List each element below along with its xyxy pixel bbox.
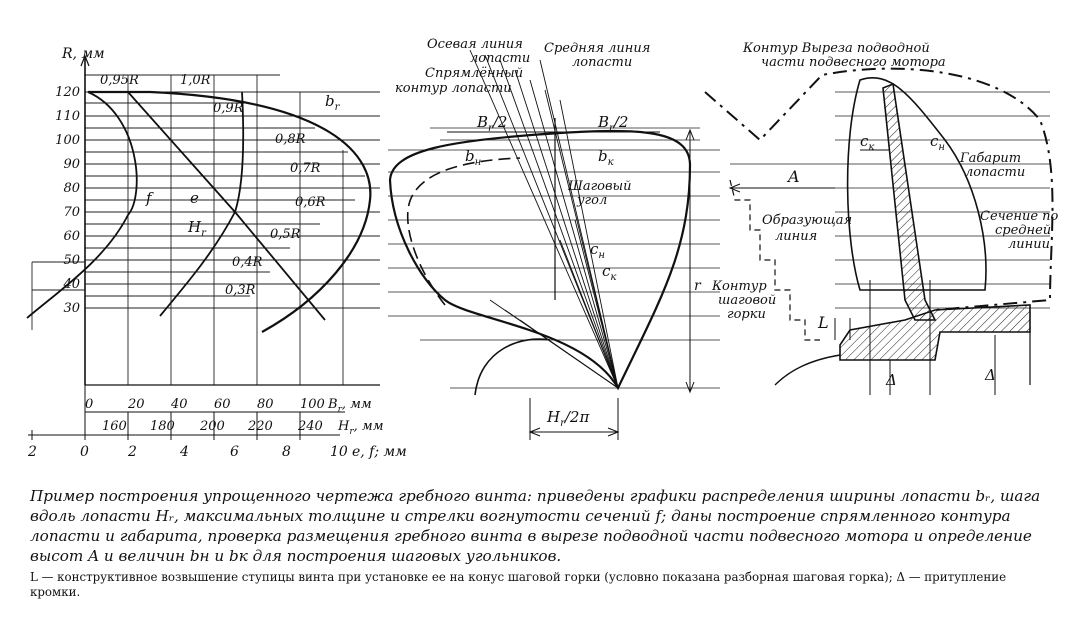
straightened-contour-dashed — [408, 158, 520, 305]
label-br2-right: $B_r/2$ — [598, 113, 629, 134]
left-chart — [27, 46, 407, 460]
fraction-label: 0,9R — [213, 101, 244, 116]
scale-ef — [27, 444, 407, 460]
label-gabarit: Габарит — [960, 151, 1022, 166]
title-motor-cutout: Контур Выреза подводной — [743, 41, 930, 56]
right-diagram — [705, 41, 1059, 395]
y-tick-label: 60 — [63, 229, 80, 244]
scale-br-tick: 40 — [171, 397, 188, 412]
scale-hr-tick: 200 — [200, 419, 225, 434]
scale-ef-tick: 4 — [180, 444, 189, 460]
label-section-3: линии — [1008, 237, 1050, 252]
label-A: A — [788, 167, 800, 186]
label-hr-2pi: $H_r/2\pi$ — [547, 408, 590, 429]
label-L: L — [818, 313, 829, 332]
scale-hr-unit: $H_r$, мм — [338, 419, 384, 437]
label-straightened-2: контур лопасти — [395, 81, 512, 96]
label-middle-line: Средняя линия — [544, 41, 651, 56]
curve-label-br: $b_r$ — [325, 92, 340, 113]
label-hill-3: горки — [727, 307, 766, 322]
scale-br-tick: 80 — [257, 397, 274, 412]
middle-diagram — [388, 37, 720, 440]
scale-br-tick: 100 — [300, 397, 325, 412]
motor-cutout-contour — [705, 69, 1053, 310]
label-cn-right: $c_н$ — [930, 132, 945, 153]
scale-hr-tick: 160 — [102, 419, 127, 434]
fraction-label: 0,4R — [232, 255, 263, 270]
bottom-scales — [27, 385, 407, 460]
scale-ef-tick: 8 — [282, 444, 291, 460]
label-delta-1: Δ — [886, 371, 897, 389]
label-r: r — [694, 278, 701, 294]
scale-hr — [102, 419, 383, 437]
label-pitch-angle: Шаговый — [568, 179, 632, 194]
label-bk: $b_к$ — [598, 147, 614, 168]
label-hill: Контур — [712, 279, 767, 294]
y-tick-label: 70 — [63, 205, 80, 220]
scale-ef-tick: 0 — [80, 444, 89, 460]
fraction-label: 1,0R — [180, 73, 211, 88]
scale-br-tick: 60 — [214, 397, 231, 412]
scale-ef-tick: 10 — [330, 444, 348, 460]
y-tick-label: 50 — [63, 253, 80, 268]
fraction-label: 0,6R — [295, 195, 326, 210]
blade-section-hatched — [883, 84, 935, 320]
figure-caption-note: L — конструктивное возвышение ступицы винта при установке ее на конус шаговой горки (условно показана разборная шаговая горка); Δ — притупление кромки. — [30, 570, 1007, 599]
axial-line-fan — [470, 50, 618, 388]
label-delta-2: Δ — [985, 366, 996, 384]
fraction-label: 0,8R — [275, 132, 306, 147]
scale-br-unit: $B_r$, мм — [328, 397, 372, 415]
curve-label-f: f — [146, 189, 152, 207]
label-section-2: средней — [995, 223, 1052, 238]
y-tick-label: 120 — [55, 85, 80, 100]
label-middle-line-2: лопасти — [572, 55, 633, 70]
hub-arc — [475, 339, 550, 395]
label-bn: $b_н$ — [465, 147, 482, 168]
y-tick-label: 80 — [63, 181, 80, 196]
y-tick-label: 90 — [63, 157, 80, 172]
fraction-label: 0,7R — [290, 161, 321, 176]
label-cn: $c_н$ — [590, 240, 605, 261]
label-axial-line: Осевая линия — [427, 37, 523, 52]
scale-hr-tick: 220 — [248, 419, 273, 434]
scale-ef-tick: 2 — [128, 444, 137, 460]
label-gabarit-2: лопасти — [965, 165, 1026, 180]
label-generatrix: Образующая — [762, 213, 853, 228]
fraction-label: 0,3R — [225, 283, 256, 298]
y-tick-label: 40 — [63, 277, 80, 292]
scale-ef-tick: 6 — [230, 444, 239, 460]
scale-ef-tick: 2 — [28, 444, 37, 460]
label-hill-2: шаговой — [718, 293, 777, 308]
blade-contour — [390, 131, 690, 388]
y-tick-label: 30 — [63, 301, 80, 316]
label-axial-line-2: лопасти — [470, 51, 531, 66]
y-tick-label: 100 — [55, 133, 80, 148]
title-motor-cutout-2: части подвесного мотора — [761, 55, 946, 70]
y-axis-title: R, мм — [62, 46, 105, 62]
curve-label-hr: $H_r$ — [188, 218, 206, 239]
label-section: Сечение по — [980, 209, 1059, 224]
label-ck: $c_к$ — [602, 262, 617, 283]
label-straightened: Спрямлённый — [425, 66, 524, 81]
scale-br-tick: 20 — [128, 397, 145, 412]
hub-section-hatched — [840, 305, 1030, 360]
curve-label-e: e — [190, 189, 199, 207]
label-pitch-angle-2: угол — [577, 193, 608, 208]
scale-br-tick: 0 — [85, 397, 94, 412]
figure-caption: Пример построения упрощенного чертежа гребного винта: приведены графики распределения ширины лопасти bᵣ, шага вдоль лопасти Hᵣ, максимальных толщине и стрелки вогнутости сечений f; даны построение спрямленного контура лопасти и габарита, проверка размещения гребного винта в вырезе подводной части подвесного мотора и определение высот A и величин bн и bк для построения шаговых угольников. — [30, 487, 1041, 565]
scale-hr-tick: 180 — [150, 419, 175, 434]
right-fraction-labels — [213, 101, 326, 298]
label-ck-right: $c_к$ — [860, 132, 875, 153]
fraction-label: 0,5R — [270, 227, 301, 242]
y-tick-label: 110 — [55, 109, 80, 124]
scale-hr-tick: 240 — [298, 419, 323, 434]
label-generatrix-2: линия — [775, 229, 818, 244]
label-br2-left: $B_r/2$ — [477, 113, 508, 134]
scale-ef-unit: e, f; мм — [352, 444, 407, 460]
fraction-label: 0,95R — [100, 73, 139, 88]
y-tick-labels — [55, 85, 80, 316]
